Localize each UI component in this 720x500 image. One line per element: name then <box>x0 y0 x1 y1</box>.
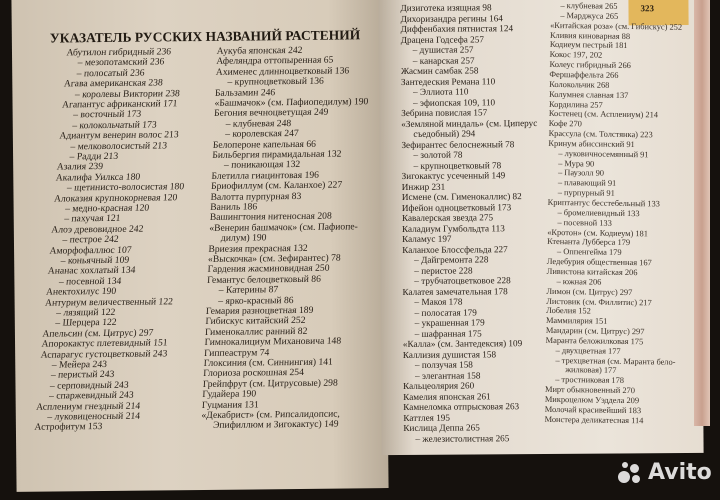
index-subentry: Эпифиллюм и Зигокактус) 149 <box>212 418 339 432</box>
index-subentry: – Паузолл 90 <box>557 168 605 179</box>
index-entry: Гимнокалициум Михановича 148 <box>204 335 342 349</box>
index-subentry: – коньячный 109 <box>60 254 130 267</box>
index-entry: Каланхое Блоссфельда 227 <box>402 243 508 255</box>
index-entry: Костенец (см. Асплениум) 214 <box>548 109 659 120</box>
index-subentry: – медно-красная 120 <box>64 202 150 215</box>
index-entry: Аспарагус густоцветковый 243 <box>40 347 168 361</box>
index-entry: Каламус 197 <box>402 233 452 244</box>
index-subentry: – Оппенгейма 179 <box>556 247 622 258</box>
index-subentry: – восточный 173 <box>72 108 142 121</box>
index-entry: Апельсин (см. Цитрус) 297 <box>42 327 154 340</box>
index-entry: «Земляной миндаль» (см. Циперус <box>401 117 538 129</box>
index-entry: Фершаффельта 266 <box>549 69 619 80</box>
index-subentry: – мелковолосистый 213 <box>70 139 168 152</box>
index-entry: Листовик (см. Филлитис) 217 <box>546 296 652 307</box>
index-title: УКАЗАТЕЛЬ РУССКИХ НАЗВАНИЙ РАСТЕНИЙ <box>49 27 361 46</box>
index-entry: Колеус гибридный 266 <box>549 60 631 71</box>
index-entry: «Кротон» (см. Кодиеум) 181 <box>547 227 649 238</box>
index-entry: Белопероне капельная 66 <box>212 138 317 151</box>
index-entry: Гемария разноцветная 189 <box>205 304 314 317</box>
index-entry: Кокос 197, 202 <box>549 50 603 60</box>
index-entry: Вашингтония нитеносная 208 <box>209 211 332 224</box>
index-subentry: съедобный) 294 <box>413 128 476 139</box>
index-entry: Жасмин самбак 258 <box>400 65 479 76</box>
index-entry: Кодиеум пестрый 181 <box>549 40 628 51</box>
index-entry: Глоксиния (см. Синнингия) 141 <box>203 356 334 369</box>
index-entry: Грейпфрут (см. Цитрусовые) 298 <box>202 377 339 390</box>
index-entry: Кислица Деппа 265 <box>403 422 480 433</box>
index-subentry: – королевы Виктории 238 <box>74 87 181 100</box>
index-entry: «Китайская роза» (см. Гибискус) 252 <box>550 20 683 32</box>
index-entry: Ледебурия общественная 167 <box>546 256 652 268</box>
index-entry: Алоэ древовидное 242 <box>50 223 144 236</box>
index-entry: Гиппеаструм 74 <box>203 346 270 359</box>
index-entry: Анектохилус 190 <box>45 286 117 298</box>
index-subentry: – эфиопская 109, 110 <box>413 96 496 108</box>
index-subentry: – щетинисто-волосистая 180 <box>66 181 185 194</box>
index-subentry: – перистое 228 <box>414 264 473 276</box>
index-subentry: – душистая 257 <box>412 44 474 55</box>
index-subentry: – Мура 90 <box>558 158 595 169</box>
index-subentry: – пестрое 242 <box>62 234 120 246</box>
index-subentry: – пахучая 121 <box>63 213 121 225</box>
index-subentry: – луковичносемянный 91 <box>558 148 649 160</box>
index-entry: Агапантус африканский 171 <box>61 98 178 111</box>
watermark-text: Avito <box>648 460 712 485</box>
index-entry: Мирт обыкновенный 270 <box>544 385 636 396</box>
index-subentry: жилковая) 177 <box>565 365 617 376</box>
index-entry: Мандарин (см. Цитрус) 297 <box>545 325 645 337</box>
index-subentry: – мезопотамский 236 <box>77 56 165 69</box>
index-subentry: – перистый 243 <box>50 369 115 381</box>
index-entry: Камнеломка отпрысковая 263 <box>403 401 520 412</box>
avito-watermark <box>618 462 712 484</box>
index-subentry: – клубневая 265 <box>560 1 618 11</box>
index-subentry: – канарская 257 <box>412 54 475 66</box>
index-entry: Кринум абиссинский 91 <box>548 138 635 150</box>
index-entry: Инжир 231 <box>401 181 446 192</box>
index-entry: Бальзамин 246 <box>214 86 276 99</box>
index-entry: Криптантус бесстебельный 133 <box>547 197 660 209</box>
index-entry: Зантедеския Ремана 110 <box>400 75 496 87</box>
index-entry: Ифейон одноцветковый 173 <box>401 201 512 213</box>
index-entry: Бриофиллум (см. Каланхое) 227 <box>210 179 343 193</box>
index-subentry: – Радди 213 <box>69 150 119 163</box>
index-entry: Валотта пурпурная 83 <box>210 190 302 203</box>
index-subentry: – Дайгремонта 228 <box>414 254 489 265</box>
page-edges <box>694 0 710 426</box>
index-subentry: – полосатый 236 <box>76 67 146 80</box>
index-entry: Гименокаллис ранний 82 <box>204 325 308 338</box>
index-entry: Зефирантес белоснежный 78 <box>401 138 515 150</box>
index-subentry: – ползучая 158 <box>414 359 473 370</box>
index-entry: Ананас хохлатый 134 <box>47 265 136 277</box>
index-subentry: – плавающий 91 <box>557 178 617 189</box>
index-entry: Микроцелюм Уэддела 209 <box>544 394 640 406</box>
index-entry: Асплениум гнездный 214 <box>35 400 141 413</box>
index-entry: Ливистона китайская 206 <box>546 266 638 278</box>
index-entry: Зигокактус усеченный 149 <box>401 170 506 181</box>
index-entry: Ктенанта Лубберса 179 <box>547 237 631 248</box>
index-entry: Колокольчик 268 <box>549 79 610 90</box>
index-entry: Кливия киноварная 88 <box>549 30 631 41</box>
index-entry: Гуцмания 131 <box>201 398 260 411</box>
index-entry: Гардения жасминовидная 250 <box>207 263 330 276</box>
index-entry: Крассула (см. Толстянка) 223 <box>548 128 653 140</box>
index-subentry: – элегантная 158 <box>415 369 481 381</box>
index-entry: Колумнея славная 137 <box>549 89 629 100</box>
index-entry: Алоказия крупнокорневая 120 <box>53 191 178 205</box>
index-subentry: – поникающая 132 <box>223 159 301 172</box>
index-subentry: – пурпурный 91 <box>557 188 615 198</box>
index-entry: Апорокактус плетевидный 151 <box>41 337 169 350</box>
index-entry: Каттлея 195 <box>403 412 450 423</box>
index-entry: «Декабрист» (см. Рипсалидопсис, <box>201 408 341 421</box>
index-entry: Маммилярия 151 <box>545 316 608 326</box>
index-entry: Глориоза роскошная 254 <box>203 367 305 380</box>
index-subentry: – трубчатоцветковое 228 <box>414 275 511 286</box>
index-entry: Гемантус белоцветковый 86 <box>206 273 322 286</box>
index-entry: Исмене (см. Гименокаллис) 82 <box>401 191 522 202</box>
index-entry: Каллизия душистая 158 <box>402 348 497 360</box>
index-entry: Аморфофаллюс 107 <box>49 244 133 257</box>
index-subentry: – крупноцветковый 78 <box>413 159 502 171</box>
index-entry: «Башмачок» (см. Пафиопедилум) 190 <box>214 96 369 109</box>
index-entry: Азалия 239 <box>56 161 104 173</box>
page-number: 323 <box>640 3 655 14</box>
index-entry: Агава американская 238 <box>63 77 164 90</box>
index-entry: Диффенбахия пятнистая 124 <box>400 23 514 34</box>
index-subentry: – ярко-красный 86 <box>218 294 294 307</box>
index-entry: Маранта беложилковая 175 <box>545 335 644 347</box>
index-subentry: – полосатая 179 <box>414 306 477 318</box>
index-subentry: – клубневая 248 <box>225 117 292 130</box>
index-entry: Бильбергия пирамидальная 132 <box>212 148 342 161</box>
index-subentry: дилум) 190 <box>220 232 267 244</box>
index-entry: Гудайера 190 <box>202 388 257 401</box>
index-subentry: – посевной 134 <box>58 275 122 288</box>
index-subentry: – украшенная 179 <box>414 317 485 328</box>
index-subentry: – бромелиевидный 133 <box>557 207 640 219</box>
index-subentry: – луковиценосный 214 <box>46 410 141 423</box>
index-subentry: – посевной 133 <box>557 217 612 228</box>
index-subentry: – Макоя 178 <box>414 296 463 307</box>
index-entry: Лимон (см. Цитрус) 297 <box>546 286 633 297</box>
index-entry: Астрофитум 153 <box>33 421 103 434</box>
index-entry: Вриезия прекрасная 132 <box>208 242 308 255</box>
index-subentry: – шафранная 175 <box>414 327 482 339</box>
index-entry: Камелия японская 261 <box>403 390 491 402</box>
index-entry: Блетилла гиацинтовая 196 <box>211 169 320 182</box>
index-subentry: – Катерины 87 <box>218 284 279 296</box>
index-entry: Кордилина 257 <box>548 99 603 110</box>
index-entry: Гибискус китайский 252 <box>205 315 306 328</box>
index-subentry: – Мейера 243 <box>51 358 108 371</box>
index-entry: Молочай красивейший 183 <box>544 404 642 416</box>
index-entry: Афеляндра оттопыренная 65 <box>216 54 334 68</box>
index-entry: Лобелия 152 <box>546 306 591 316</box>
index-subentry: – крупноцветковый 136 <box>227 75 325 88</box>
index-entry: Абутилон гибридный 236 <box>66 46 172 59</box>
index-subentry: – Шерцера 122 <box>54 317 118 329</box>
index-subentry: – лязящий 122 <box>55 306 116 319</box>
index-entry: Ахименес длинноцветковый 136 <box>215 65 350 78</box>
index-subentry: – железистолистная 265 <box>415 432 510 444</box>
avito-logo-icon <box>618 462 644 484</box>
index-entry: Адиантум венерин волос 213 <box>58 129 180 142</box>
index-subentry: – южная 206 <box>556 276 602 287</box>
index-subentry: – спаржевидный 243 <box>48 389 135 402</box>
index-entry: Ваниль 186 <box>209 201 258 213</box>
index-entry: «Венерин башмачок» (см. Пафиопе- <box>209 221 359 234</box>
index-subentry: – королевская 247 <box>225 128 299 140</box>
index-subentry: – трехцветная (см. Маранта бело- <box>555 355 676 367</box>
index-entry: Аукуба японская 242 <box>216 44 303 57</box>
index-entry: Кофе 270 <box>548 119 582 129</box>
index-entry: Монстера деликатесная 114 <box>544 414 644 425</box>
index-subentry: – Эллиота 110 <box>413 86 469 97</box>
index-entry: Каладиум Гумбольдта 113 <box>401 222 505 234</box>
index-entry: Дихоризандра регины 164 <box>400 12 503 24</box>
index-entry: Бегония вечноцветущая 249 <box>213 107 329 120</box>
index-entry: Кавалерская звезда 275 <box>401 212 494 223</box>
index-entry: Акалифа Уилкса 180 <box>55 171 141 184</box>
index-entry: Антуриум величественный 122 <box>44 295 174 309</box>
index-entry: Калатея замечательная 178 <box>402 285 508 297</box>
index-subentry: – тростниковая 178 <box>555 375 625 386</box>
index-entry: Дизиготека изящная 98 <box>400 2 492 13</box>
index-entry: «Выскочка» (см. Зефирантес) 78 <box>207 252 341 265</box>
index-entry: Драцена Годсефа 257 <box>400 33 484 45</box>
index-subentry: – двухцветная 177 <box>555 345 621 356</box>
index-subentry: – Марджуса 265 <box>560 10 619 21</box>
index-subentry: – золотой 78 <box>413 149 463 160</box>
left-book-page <box>11 0 388 492</box>
index-subentry: – серповидный 243 <box>49 379 130 392</box>
index-entry: Кальцеолярия 260 <box>403 380 475 391</box>
index-subentry: – колокольчатый 173 <box>71 119 158 132</box>
index-entry: «Калла» (см. Зантедексия) 109 <box>402 338 523 349</box>
index-entry: Зебрина повислая 157 <box>401 107 488 118</box>
right-book-page <box>378 0 703 455</box>
